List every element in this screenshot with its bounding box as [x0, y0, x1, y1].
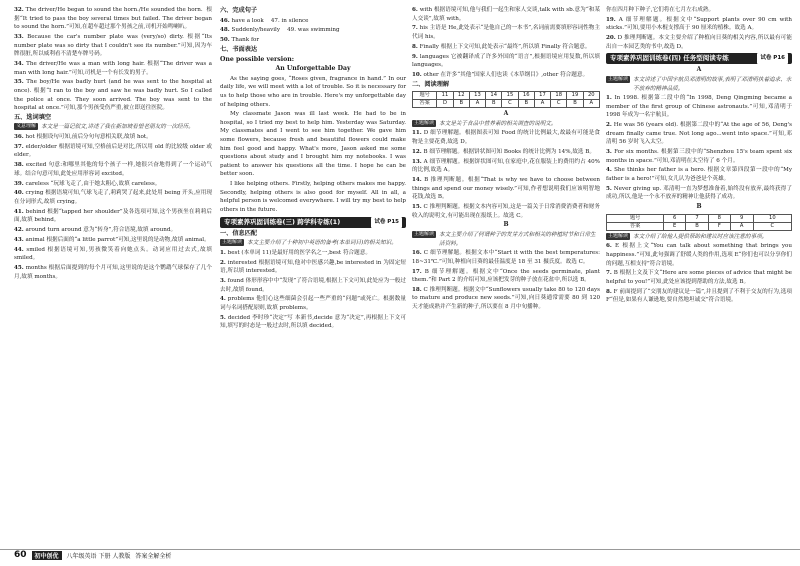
- item-text: D 推理判断题。本文主要介绍了种植向日葵的相关内容,所以最有可能出自一本园艺类的书中,故选 D。: [606, 35, 792, 50]
- item-number: 4.: [220, 296, 226, 303]
- answer-item: [220, 314, 406, 331]
- answer-cell: 12: [453, 92, 469, 100]
- answer-cell: 11: [437, 92, 453, 100]
- item-text: She thinks her father is a hero. 根据文章第四段第一段中的“My father is a hero!”可知,女儿认为爸爸是个英雄。: [606, 167, 794, 183]
- item-number: 38.: [14, 162, 24, 169]
- essay-title: An Unforgettable Day: [275, 65, 351, 73]
- item-text: B 推理判断题。根据“That is why we have to choose between things and spend our money wisely.”可知,作者想说明我们应该明智地花钱,故选 B。: [412, 177, 602, 201]
- item-number: 16.: [412, 250, 422, 257]
- item-text: A 细节理解题。根据文中“Support plants over 90 cm with sticks.”可知,要用小木棍支撑高于 90 厘米的植株。故选 A。: [606, 16, 794, 32]
- item-text: other 在许多“其他”国家人们也读《本草纲目》,other 符合题意。: [423, 71, 589, 78]
- answer-item: [412, 6, 600, 23]
- column-4: [606, 6, 792, 306]
- item-text: languages 它被翻译成了许多外国的“语言”,根据语境应用复数,所以填 languages。: [412, 53, 602, 69]
- item-number: 1.: [220, 249, 226, 256]
- theme-note: [606, 233, 792, 242]
- item-number: 9.: [412, 53, 418, 60]
- item-number: 45.: [14, 265, 24, 272]
- answer-item: [220, 26, 406, 35]
- answer-cell: A: [583, 100, 599, 108]
- theme-text: 本文讲述了中国宇航员邓清明的故事,表明了邓清明执着追求、永不放弃的精神品质。: [633, 76, 792, 92]
- theme-tag: 文意理解: [16, 123, 37, 130]
- item-number: 43.: [14, 236, 24, 243]
- theme-tag: 主题解读: [414, 119, 435, 126]
- item-text: Suddenly/heavily 49. was swimming: [231, 27, 340, 34]
- section-heading: 五、选词填空: [14, 113, 52, 121]
- item-text: hot 根据设句可知,前后分句句意相关联,故填 hot。: [25, 134, 152, 141]
- answer-cell: 答案: [413, 100, 437, 108]
- item-text: F 前面提到了“交朋友的建议是一篇”,并且提到了不利于交友的行为,选项 F“但是,如果有人谦逊地,要自然地坦诚交”符合语境。: [606, 288, 794, 304]
- answer-item: [606, 269, 792, 286]
- item-text: E 根据上文“You can talk about something that brings you happiness.”可知,此句强调了舒缓人类的作用,选项 E“你们也可以分享你们的问题,互相支持”符合语境。: [606, 243, 794, 267]
- item-number: 46.: [220, 17, 230, 24]
- answer-item: [14, 78, 212, 112]
- item-text: The driver/He was a man with long hair. 根据“The driver was a man with long hair.”可知,司机是一个有长发的男子。: [14, 60, 214, 76]
- answer-item: [606, 16, 792, 33]
- answer-item: [412, 249, 600, 266]
- item-text: Never giving up. 邓清明一直为梦想准备着,始终没有放弃,最终获得了成功,所以,他是一个永不放弃的精神让他获得了成功。: [606, 185, 792, 201]
- section-heading: 六、完成句子: [220, 7, 258, 14]
- answer-cell: 7: [686, 214, 709, 222]
- answer-cell: A: [730, 222, 753, 230]
- item-text: For six months. 根据第三段中的“Shenzhou 15's team spent six months in space.”可知,邓清明在太空待了 6 个月。: [606, 149, 794, 164]
- theme-text: 本文主要介绍了何谓种子的发芽方式和相关的种植时节和日常生活资料。: [439, 231, 596, 247]
- answer-cell: 题号: [607, 214, 664, 222]
- item-number: 50.: [220, 37, 230, 44]
- item-text: B 细节理解题。根据文中“Once the seeds germinate, plant them.”和 Part 2 的介绍可知,应该把发芽的种子放在花盆中,所以选 B。: [412, 268, 602, 284]
- item-text: elder/older 根据语境可知,空格前后是对比,所以用 old 的比较级 older 或 elder。: [14, 143, 214, 159]
- page-footer: [14, 550, 171, 560]
- answer-item: [412, 53, 600, 70]
- answer-item: [412, 203, 600, 220]
- answer-cell: 14: [486, 92, 502, 100]
- column-2: [220, 6, 406, 332]
- item-text: 你在四月种下种子,它们将在七月左右成熟。: [606, 7, 715, 13]
- item-number: 6.: [412, 7, 418, 13]
- answer-cell: 18: [551, 92, 567, 100]
- item-text: with 根据语境可知,他与我们一起生和家人交谈,talk with sb.意为“和某人交谈”,故填 with。: [412, 7, 600, 22]
- item-number: 8.: [606, 288, 612, 295]
- answer-item: [606, 94, 792, 120]
- item-text: He was 56 (years old). 根据第二段中的“At the age of 56, Deng's dream finally came true. Not long ago...went into space.”可知,邓清明 56 岁时飞入太空。: [606, 122, 794, 146]
- item-number: 48.: [220, 27, 230, 34]
- series-name: 初中创优: [32, 551, 62, 560]
- answer-cell: B: [686, 222, 709, 230]
- answer-item: [606, 34, 792, 51]
- answer-item: [412, 158, 600, 175]
- item-number: 32.: [14, 7, 24, 13]
- passage-letter: B: [503, 221, 509, 229]
- item-number: 7.: [412, 25, 418, 32]
- item-text: C 细节理解题。根据文本中“Start it with the best temperatures: 18~31℃.”可知,种植向日葵的最佳温度是 18 至 31 摄氏度。故选 C。: [412, 250, 602, 265]
- item-number: 42.: [14, 227, 24, 234]
- theme-tag: 主题解读: [222, 239, 243, 246]
- theme-tag: 主题解读: [414, 230, 435, 237]
- section-heading: 七、书面表达: [220, 45, 258, 53]
- banner-title: 专项素养巩固训练卷(四) 任务型阅读专练: [610, 54, 729, 63]
- item-number: 35.: [14, 79, 24, 86]
- answer-item: [606, 148, 792, 165]
- item-text: D 细节理解题。根据图表可知 Food 的统计比例最大,故最有可能是食物是主要花费,故选 D。: [412, 130, 600, 146]
- item-number: 11.: [412, 130, 422, 137]
- section-heading: One possible version:: [220, 55, 295, 63]
- item-number: 20.: [606, 35, 616, 42]
- answer-item: [14, 246, 212, 263]
- item-text: A 细节理解题。根据饼状图可知,在家庭中,花在服装上的费用约占 40%的比例,故选 A。: [412, 158, 600, 174]
- answer-cell: 题号: [413, 92, 437, 100]
- answer-cell: A: [469, 100, 485, 108]
- answer-item: [412, 24, 600, 41]
- item-text: Thank for: [231, 37, 260, 44]
- answer-item: [14, 6, 212, 32]
- item-number: 36.: [14, 134, 24, 141]
- item-text: B 细节理解题。根据饼状图可知 Books 的统计比例为 14%,故选 B。: [423, 148, 596, 155]
- item-text: The driver/He began to sound the horn./He sounded the horn. 根据“It tried to pass the boy several times but failed. The driver began to sound the horn.”可知,在超车超过那个男孩之前,司机开始鸣喇叭。: [14, 7, 214, 31]
- item-text: behind 根据“tapped her shoulder”及各选项可知,这个男孩坐在莉莉后面,故填 behind。: [14, 208, 212, 224]
- item-number: 37.: [14, 143, 24, 150]
- answer-cell: C: [551, 100, 567, 108]
- item-number: 15.: [412, 203, 422, 210]
- answer-cell: B: [518, 100, 534, 108]
- answer-cell: A: [534, 100, 550, 108]
- column-3: [412, 6, 600, 313]
- answer-item: [14, 180, 212, 189]
- theme-text: 本文是一篇记叙文,讲述了我在新加坡看望老朋友的一次经历。: [41, 124, 194, 131]
- item-number: 14.: [412, 177, 422, 183]
- answer-cell: 答案: [607, 222, 664, 230]
- item-number: 8.: [412, 43, 418, 50]
- answer-item: [606, 6, 792, 15]
- theme-text: 本文是关于食品中营养素的相关调查的说明文。: [439, 120, 557, 127]
- answer-item: [412, 176, 600, 202]
- item-number: 4.: [606, 167, 612, 174]
- item-number: 17.: [412, 268, 422, 275]
- answer-row: [413, 100, 600, 108]
- section-banner: [606, 53, 792, 64]
- answer-cell: F: [708, 222, 730, 230]
- answer-item: [606, 166, 792, 183]
- item-text: Because the car's number plate was (very/so) dirty. 根据“Its number plate was so dirty that I couldn't see its number.”可知,因为车牌很脏,所以威利看不清楚车牌号码。: [14, 33, 214, 58]
- item-number: 13.: [412, 158, 422, 165]
- answer-item: [412, 43, 600, 52]
- answer-item: [14, 133, 212, 142]
- item-text: B 根据上文及下文“Here are some pieces of advice that might be helpful to you!”可知,此处应该提到帮助的方法,故选 B。: [606, 270, 794, 285]
- item-text: decided 李时珍“决定”写 本新书,decide 意为“决定”,再根据上下文可知,填写的时态是一般过去时,所以填 decided。: [220, 314, 407, 330]
- item-number: 33.: [14, 33, 24, 40]
- theme-note: [220, 239, 406, 248]
- answer-item: [606, 185, 792, 202]
- item-number: 10.: [412, 71, 422, 78]
- answer-table: [606, 214, 792, 231]
- item-number: 7.: [606, 270, 612, 277]
- item-text: Finally 根据上下文可知,此处表示“最终”,所以填 Finally 符合题意。: [419, 43, 591, 50]
- answer-item: [220, 249, 406, 258]
- banner-page-ref: 试卷 P16: [757, 53, 788, 64]
- answer-item: [14, 60, 212, 77]
- essay-paragraph: My classmate Jason was ill last week. He had to be in hospital, so I tried my best to help him. Yesterday was Saturday. My classmates and I went to see him together. We gave him some flowers, because fresh and beautiful flowers could make him feel good and happy. What's more, Jason asked me some questions about study and I brought him my notebooks. I was patient to answer his questions all the time. I hope he can be better soon.: [220, 111, 408, 178]
- section-name: 答案全解全析: [135, 552, 172, 560]
- answer-cell: 6: [664, 214, 686, 222]
- theme-tag: 主题解读: [608, 75, 629, 82]
- item-text: crying 根据语境可知,气球飞走了,莉莉哭了起来,此处用 being 开头,应用现在分词形式,故填 crying。: [14, 190, 212, 205]
- item-text: best (本单词 11)是最好用的医学名之一,best 符合题意。: [227, 249, 371, 256]
- section-banner: [220, 217, 406, 228]
- item-number: 3.: [606, 149, 612, 156]
- answer-item: [14, 33, 212, 59]
- banner-title: 专项素养巩固训练卷(三) 跨学科专练(1): [224, 217, 341, 226]
- passage-letter: A: [503, 110, 509, 118]
- item-number: 18.: [412, 286, 422, 293]
- passage-letter: B: [696, 203, 702, 211]
- answer-item: [220, 259, 406, 276]
- item-text: problems 他们心这些细菌会引起一些严重的“问题”或死亡。根据数量词与名词搭配原则,故填 problems。: [220, 296, 407, 311]
- item-text: C 推理判断题。根据文本内容可知,这是一篇关于日常消费消费者和财务收入的说明文,有可能出现在报纸上。故选 C。: [412, 203, 600, 219]
- item-text: interested 根据语境可知,他对中医感兴趣,be interested in 为固定短语,所以填 interested。: [220, 259, 406, 275]
- item-number: 6.: [606, 243, 612, 250]
- answer-item: [220, 277, 406, 294]
- item-text: months 根据后面提到的每个月可知,这里说的是这个鹦鹉气球保存了几个月,故填 months。: [14, 265, 213, 280]
- answer-cell: C: [502, 100, 518, 108]
- answer-table: [412, 91, 600, 108]
- item-number: 1.: [606, 95, 612, 102]
- answer-item: [220, 17, 406, 26]
- answer-cell: 17: [534, 92, 550, 100]
- passage-letter: A: [696, 66, 702, 74]
- answer-item: [220, 36, 406, 45]
- theme-note: [412, 231, 600, 248]
- answer-cell: 9: [730, 214, 753, 222]
- item-text: careless “玩球飞走了,由于她太粗心,故填 careless。: [25, 180, 161, 187]
- answer-cell: 16: [518, 92, 534, 100]
- answer-item: [412, 71, 600, 80]
- column-1: [14, 6, 212, 282]
- item-number: 34.: [14, 60, 24, 67]
- essay-paragraph: As the saying goes, “Roses given, fragrance in hand.” In our daily life, we will meet with a lot of trouble. So it is necessary for us to help those who are in trouble. Here's my unforgettable day of helping others.: [220, 75, 408, 108]
- answer-item: [14, 189, 212, 206]
- item-text: have a look 47. in silence: [231, 17, 309, 24]
- item-text: found 体形形容中中“发现”了符合语境,根据上下文可知,此处应为一般过去时,故填 found。: [220, 277, 406, 293]
- answer-row: [413, 92, 600, 100]
- answer-item: [220, 295, 406, 312]
- theme-note: [606, 76, 792, 93]
- answer-item: [412, 129, 600, 146]
- answer-cell: 8: [708, 214, 730, 222]
- answer-cell: 19: [567, 92, 583, 100]
- item-text: animal 根据后面的“a little parrot”可知,这里说的是动物,故填 animal。: [25, 236, 210, 243]
- item-text: smiled 根据语境可知,男孩微笑着向她点头。动词应用过去式,故填 smiled。: [14, 246, 214, 262]
- item-number: 5.: [220, 314, 226, 321]
- item-number: 3.: [220, 277, 226, 284]
- answer-item: [412, 286, 600, 312]
- answer-item: [606, 288, 792, 305]
- item-text: around turn around 意为“转身”,符合语境,故填 around。: [25, 227, 177, 234]
- answer-cell: C: [753, 222, 791, 230]
- answer-item: [14, 264, 212, 281]
- answer-cell: 15: [502, 92, 518, 100]
- page-number: 60: [14, 550, 27, 560]
- item-text: excited 句意:和哪里其他的每个孩子一样,她很兴奋地得到了一个运动气球。结合句意可知,此处应用形容词 excited。: [14, 162, 213, 177]
- answer-cell: 20: [583, 92, 599, 100]
- item-number: 41.: [14, 208, 24, 215]
- answer-item: [14, 208, 212, 225]
- theme-tag: 主题解读: [608, 232, 629, 239]
- answer-item: [14, 161, 212, 178]
- theme-text: 本文介绍了给他人提供帮助和建议时应该注意的事项。: [633, 233, 768, 240]
- answer-cell: D: [437, 100, 453, 108]
- answer-item: [412, 148, 600, 157]
- answer-cell: E: [664, 222, 686, 230]
- answer-item: [412, 268, 600, 285]
- answer-item: [14, 236, 212, 245]
- answer-row: [607, 222, 792, 230]
- answer-item: [14, 226, 212, 235]
- answer-cell: B: [486, 100, 502, 108]
- answer-cell: B: [453, 100, 469, 108]
- section-heading: 二、阅读理解: [412, 80, 450, 88]
- essay-paragraph: I like helping others. Firstly, helping others makes me happy. Secondly, helping others is also good for myself. All in all, a helpful person is welcomed everywhere. I will try my best to help others in the future.: [220, 181, 408, 213]
- answer-item: [606, 242, 792, 268]
- section-heading: 一、信息匹配: [220, 229, 258, 237]
- item-text: C 推理判断题。根据文中“Sunflowers usually take 80 to 120 days to mature and produce new seeds.”可知,向日葵通常需要 80 到 120 天才能成熟并产生新的种子,所以要在 8 月中旬播种。: [412, 286, 602, 311]
- theme-note: [14, 123, 212, 132]
- item-number: 19.: [606, 16, 616, 23]
- item-number: 44.: [14, 246, 24, 253]
- item-number: 5.: [606, 185, 612, 192]
- grade-subject: 八年级英语 下册 人教版: [66, 552, 131, 560]
- answer-cell: 13: [469, 92, 485, 100]
- item-text: his 主语是 He,此处表示“是他自己的一本书”,名词前需要填形容词性物主代词 his。: [412, 25, 600, 40]
- item-number: 2.: [606, 122, 612, 129]
- answer-item: [14, 143, 212, 160]
- answer-row: [607, 214, 792, 222]
- item-text: In 1998. 根据第二段中的“In 1998, Deng Qingming became a member of the first group of Chinese astronauts.”可知,邓清明于 1998 年成为一名宇航员。: [606, 95, 794, 119]
- theme-note: [412, 120, 600, 129]
- answer-cell: B: [567, 100, 583, 108]
- answer-cell: 10: [753, 214, 791, 222]
- item-number: 2.: [220, 259, 226, 266]
- theme-text: 本文主要介绍了十种初中英语的备考(本单词目)的相关知识。: [247, 240, 397, 247]
- banner-page-ref: 试卷 P15: [371, 217, 402, 228]
- item-number: 12.: [412, 148, 422, 155]
- item-text: The boy/He was badly hurt (and he was sent to the hospital at once). 根据“I ran to the boy and saw he was badly hurt. So I called the police at once. They soon arrived. The boy was sent to the hospital at once.”可知,那个男孩受伤严重,被立即送往医院。: [14, 79, 214, 112]
- answer-item: [606, 121, 792, 147]
- item-number: 40.: [14, 190, 24, 197]
- item-number: 39.: [14, 180, 24, 187]
